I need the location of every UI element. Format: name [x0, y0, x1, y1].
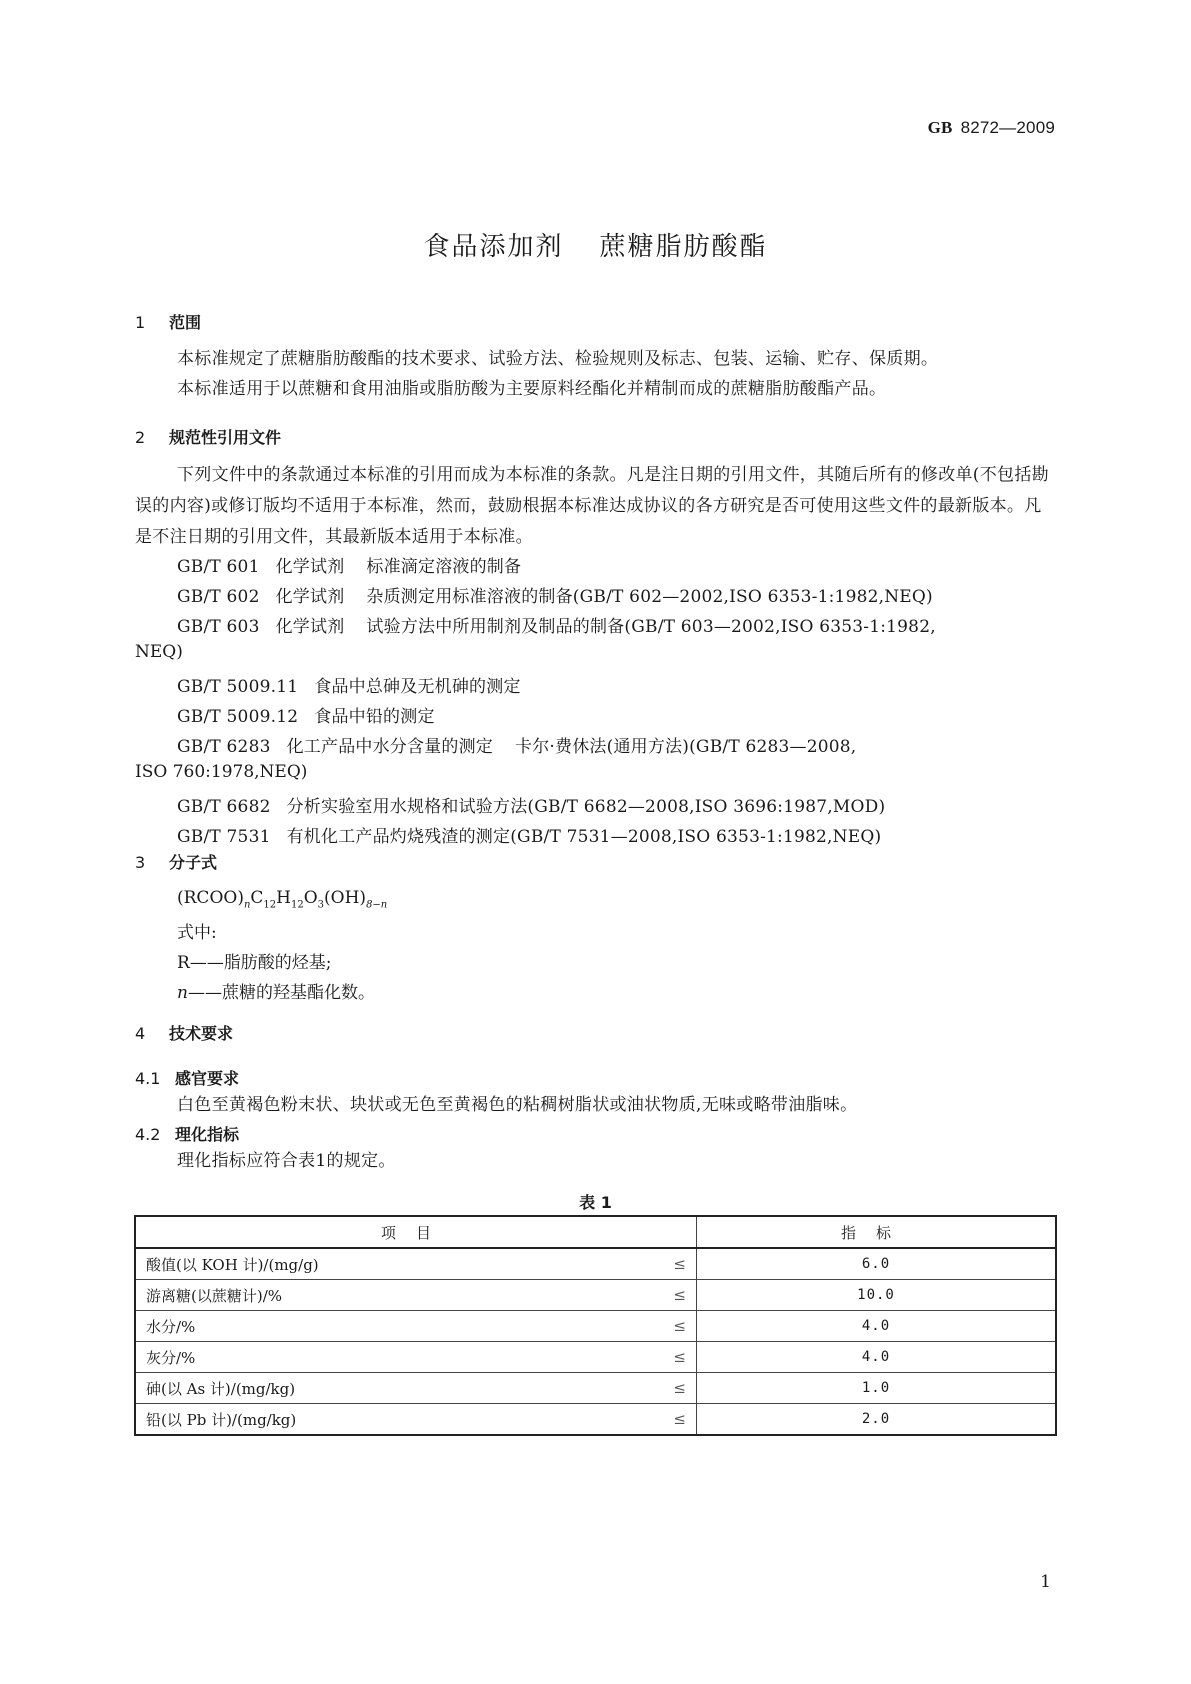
reference-item: GB/T 7531 有机化工产品灼烧残渣的测定(GB/T 7531—2008,ISO 6353-1:1982,NEQ): [177, 827, 882, 847]
reference-item: GB/T 5009.11 食品中总砷及无机砷的测定: [177, 677, 521, 697]
section-4-1-text: 白色至黄褐色粉末状、块状或无色至黄褐色的粘稠树脂状或油状物质,无味或略带油脂味。: [177, 1095, 858, 1115]
section-4-heading: 4 技术要求: [135, 1024, 234, 1043]
reference-item: GB/T 603 化学试剂 试验方法中所用制剂及制品的制备(GB/T 603—2002,ISO 6353-1:1982,: [177, 617, 936, 637]
table-row: 灰分/% ≤ 4.0: [135, 1342, 1056, 1373]
reference-item: GB/T 6682 分析实验室用水规格和试验方法(GB/T 6682—2008,ISO 3696:1987,MOD): [177, 797, 886, 817]
section-3-heading: 3 分子式: [135, 853, 218, 872]
table-header-value: 指标: [697, 1216, 1057, 1248]
reference-item: GB/T 5009.12 食品中铅的测定: [177, 707, 435, 727]
reference-item: GB/T 6283 化工产品中水分含量的测定 卡尔·费休法(通用方法)(GB/T 6283—2008,: [177, 737, 857, 757]
spec-table: [134, 1215, 1057, 1436]
title-part2: 蔗糖脂肪酸酯: [599, 232, 768, 262]
page-number: 1: [1040, 1572, 1051, 1592]
table-caption: 表 1: [579, 1193, 612, 1212]
section-1-para-2: 本标准适用于以蔗糖和食用油脂或脂肪酸为主要原料经酯化并精制而成的蔗糖脂肪酸酯产品。: [177, 379, 887, 399]
standard-number: 8272—2009: [960, 118, 1055, 137]
formula-definition: R——脂肪酸的烃基;: [177, 953, 332, 973]
table-row: 游离糖(以蔗糖计)/% ≤ 10.0: [135, 1280, 1056, 1311]
reference-item: GB/T 601 化学试剂 标准滴定溶液的制备: [177, 557, 522, 577]
standard-code: [928, 118, 1055, 138]
section-4-1-heading: 4.1 感官要求: [135, 1069, 240, 1088]
table-row: 水分/% ≤ 4.0: [135, 1311, 1056, 1342]
section-2-intro: 下列文件中的条款通过本标准的引用而成为本标准的条款。凡是注日期的引用文件，其随后所有的修改单(不包括勘误的内容)或修订版均不适用于本标准，然而，鼓励根据本标准达成协议的各方研究是否可使用这些文件的最新版本。凡是不注日期的引用文件，其最新版本适用于本标准。: [135, 465, 1049, 547]
reference-item-continuation: ISO 760:1978,NEQ): [135, 762, 308, 782]
table-header-item: 项目: [135, 1216, 697, 1248]
standard-prefix: GB: [927, 118, 953, 137]
title-part1: 食品添加剂: [423, 232, 564, 262]
section-4-2-text: 理化指标应符合表1的规定。: [177, 1151, 396, 1171]
section-1-heading: 1 范围: [135, 313, 202, 332]
reference-item: GB/T 602 化学试剂 杂质测定用标准溶液的制备(GB/T 602—2002,ISO 6353-1:1982,NEQ): [177, 587, 933, 607]
table-row: 铅(以 Pb 计)/(mg/kg) ≤ 2.0: [135, 1404, 1056, 1436]
molecular-formula: $(RCOO)_nC_{12}H_{12}O_3(OH)_{8-n}$: [177, 888, 388, 911]
table-row: 酸值(以 KOH 计)/(mg/g) ≤ 6.0: [135, 1248, 1056, 1280]
section-4-2-heading: 4.2 理化指标: [135, 1125, 240, 1144]
document-title: [0, 226, 1191, 263]
section-2-heading: 2 规范性引用文件: [135, 428, 282, 447]
formula-definition: n——蔗糖的羟基酯化数。: [177, 983, 375, 1003]
table-row: 砷(以 As 计)/(mg/kg) ≤ 1.0: [135, 1373, 1056, 1404]
reference-item-continuation: NEQ): [135, 642, 183, 662]
section-1-para-1: 本标准规定了蔗糖脂肪酸酯的技术要求、试验方法、检验规则及标志、包装、运输、贮存、保质期。: [177, 349, 939, 369]
formula-where-label: 式中:: [177, 923, 217, 943]
